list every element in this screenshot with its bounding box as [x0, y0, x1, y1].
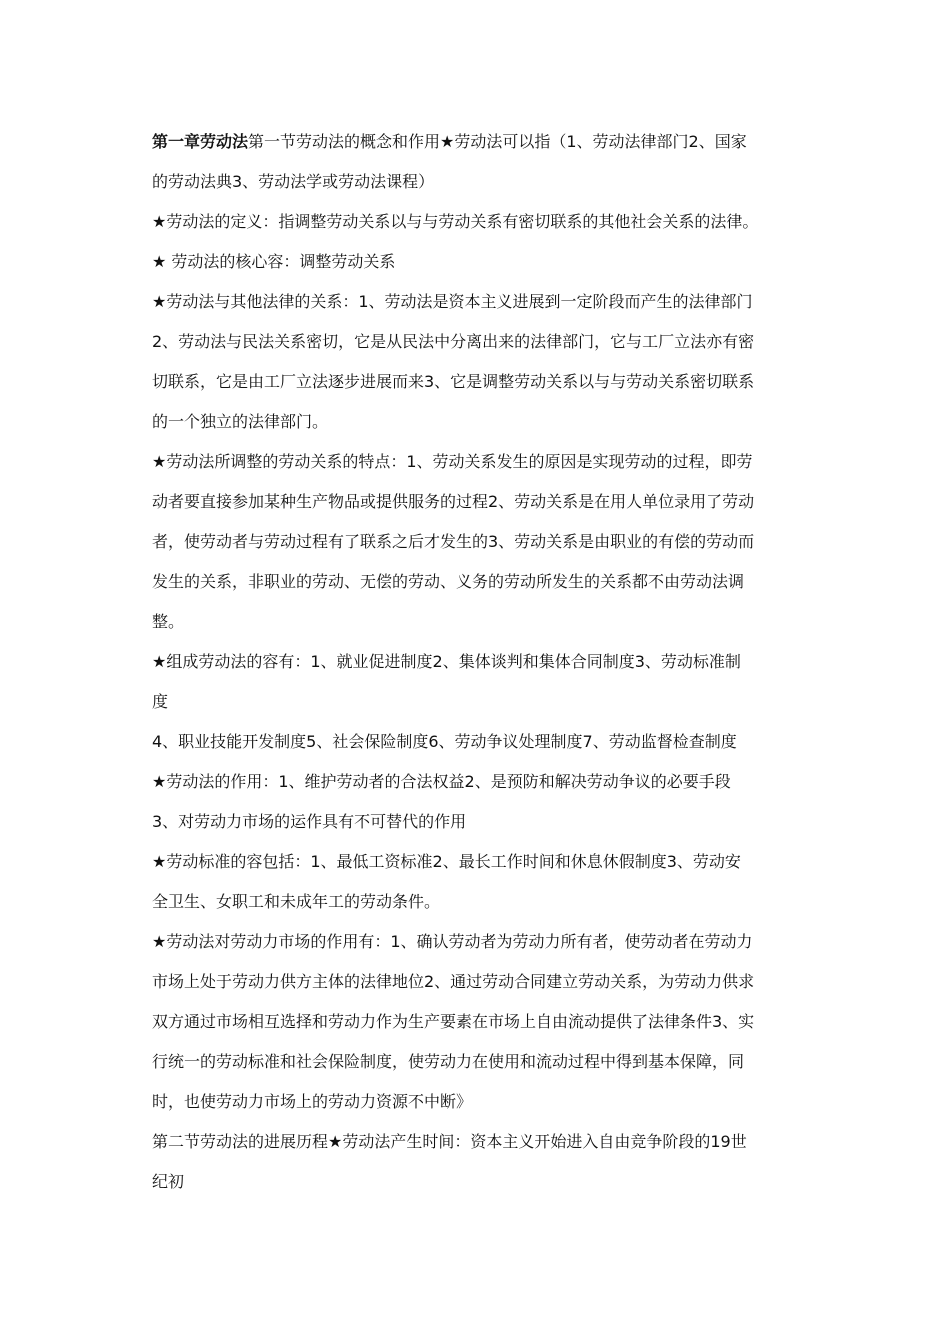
text-line-21: ★劳动法对劳动力市场的作用有：1、确认劳动者为劳动力所有者，使劳动者在劳动力 — [152, 932, 753, 951]
text-line-16: 4、职业技能开发制度5、社会保险制度6、劳动争议处理制度7、劳动监督检查制度 — [152, 732, 737, 751]
text-line-17: ★劳动法的作用：1、维护劳动者的合法权益2、是预防和解决劳动争议的必要手段 — [152, 772, 731, 791]
text-line-15: 度 — [152, 692, 169, 711]
text-line-12: 发生的关系，非职业的劳动、无偿的劳动、义务的劳动所发生的关系都不由劳动法调 — [152, 572, 745, 591]
text-line-2: 的劳动法典3、劳动法学或劳动法课程） — [152, 172, 435, 191]
text-line-5: ★劳动法与其他法律的关系：1、劳动法是资本主义进展到一定阶段而产生的法律部门 — [152, 292, 753, 311]
text-line-10: 动者要直接参加某种生产物品或提供服务的过程2、劳动关系是在用人单位录用了劳动 — [152, 492, 755, 511]
text-line-24: 行统一的劳动标准和社会保险制度，使劳动力在使用和流动过程中得到基本保障，同 — [152, 1052, 745, 1071]
text-line-26: 第二节劳动法的进展历程★劳动法产生时间：资本主义开始进入自由竞争阶段的19世 — [152, 1132, 747, 1151]
text-line-11: 者，使劳动者与劳动过程有了联系之后才发生的3、劳动关系是由职业的有偿的劳动而 — [152, 532, 755, 551]
text-line-1 — [152, 122, 800, 162]
text-line-9: ★劳动法所调整的劳动关系的特点：1、劳动关系发生的原因是实现劳动的过程，即劳 — [152, 452, 753, 471]
text-line-23: 双方通过市场相互选择和劳动力作为生产要素在市场上自由流动提供了法律条件3、实 — [152, 1012, 755, 1031]
text-line-25: 时，也使劳动力市场上的劳动力资源不中断》 — [152, 1092, 473, 1111]
text-line-3: ★劳动法的定义：指调整劳动关系以与与劳动关系有密切联系的其他社会关系的法律。 — [152, 212, 759, 231]
text-line-18: 3、对劳动力市场的运作具有不可替代的作用 — [152, 812, 467, 831]
text-line-14: ★组成劳动法的容有：1、就业促进制度2、集体谈判和集体合同制度3、劳动标准制 — [152, 652, 741, 671]
text-line-19: ★劳动标准的容包括：1、最低工资标准2、最长工作时间和休息休假制度3、劳动安 — [152, 852, 741, 871]
text-line-4: ★ 劳动法的核心容：调整劳动关系 — [152, 252, 396, 271]
text-line-7: 切联系，它是由工厂立法逐步进展而来3、它是调整劳动关系以与与劳动关系密切联系 — [152, 372, 755, 391]
text-line-6: 2、劳动法与民法关系密切，它是从民法中分离出来的法律部门，它与工厂立法亦有密 — [152, 332, 755, 351]
document-body — [152, 122, 800, 1202]
text-line-1-rest: 第一节劳动法的概念和作用★劳动法可以指（1、劳动法律部门2、国家 — [248, 132, 747, 151]
text-line-20: 全卫生、女职工和未成年工的劳动条件。 — [152, 892, 441, 911]
chapter-title: 第一章劳动法 — [152, 132, 249, 151]
text-line-8: 的一个独立的法律部门。 — [152, 412, 329, 431]
text-line-22: 市场上处于劳动力供方主体的法律地位2、通过劳动合同建立劳动关系，为劳动力供求 — [152, 972, 755, 991]
text-line-27: 纪初 — [152, 1172, 185, 1191]
text-line-13: 整。 — [152, 612, 185, 631]
